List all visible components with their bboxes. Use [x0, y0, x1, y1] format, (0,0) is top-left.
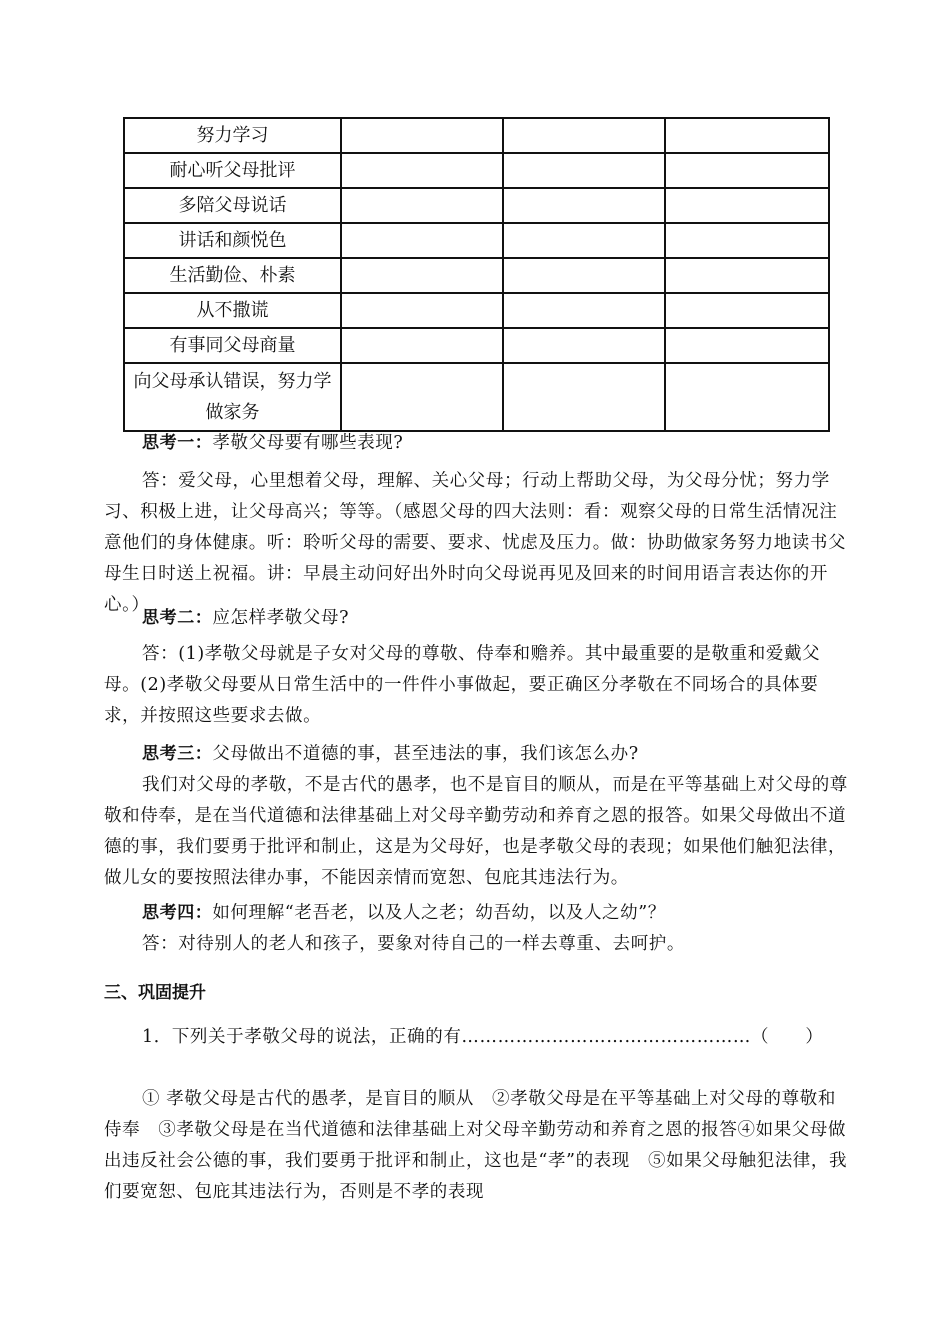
table-cell: [503, 363, 665, 431]
table-cell: [341, 363, 503, 431]
table-cell: [341, 118, 503, 153]
table-cell: [665, 293, 829, 328]
table-row: [124, 328, 829, 363]
table-cell: [341, 188, 503, 223]
row-label: 耐心听父母批评: [124, 153, 341, 188]
question-3: [104, 739, 849, 770]
table-cell: [503, 118, 665, 153]
answer-4: 答：对待别人的老人和孩子，要象对待自己的一样去尊重、去呵护。: [142, 934, 685, 954]
question-text: 应怎样孝敬父母?: [212, 608, 350, 628]
habits-table: [123, 117, 830, 432]
question-4: [104, 898, 849, 929]
question-label: 思考一：: [142, 433, 213, 453]
table-cell: [503, 258, 665, 293]
row-label: 多陪父母说话: [124, 188, 341, 223]
question-1: [104, 428, 849, 459]
table-cell: [665, 118, 829, 153]
table-row: [124, 363, 829, 431]
table-cell: [665, 328, 829, 363]
table-cell: [341, 153, 503, 188]
table-cell: [665, 363, 829, 431]
table-cell: [665, 188, 829, 223]
table-row: [124, 118, 829, 153]
table-cell: [665, 258, 829, 293]
table-row: [124, 258, 829, 293]
question-label: 思考四：: [142, 903, 213, 923]
table-row: [124, 188, 829, 223]
question-label: 思考三：: [142, 744, 213, 764]
exercise-1-stem: 1．下列关于孝敬父母的说法，正确的有…………………………………………（ ）: [142, 1027, 824, 1047]
table-cell: [341, 223, 503, 258]
table-cell: [503, 328, 665, 363]
table-cell: [341, 328, 503, 363]
table-row: [124, 293, 829, 328]
exercise-1-options: ① 孝敬父母是古代的愚孝，是盲目的顺从 ②孝敬父母是在平等基础上对父母的尊敬和侍奉 ③孝敬父母是在当代道德和法律基础上对父母辛勤劳动和养育之恩的报答④如果父母做出违反社会公德的事，我们要勇于批评和制止，这也是“孝”的表现 ⑤如果父母触犯法律，我们要宽恕、包庇其违法行为，否则是不孝的表现: [104, 1089, 848, 1202]
question-2: [104, 603, 849, 634]
question-text: 孝敬父母要有哪些表现?: [212, 433, 404, 453]
table-cell: [503, 153, 665, 188]
question-text: 如何理解“老吾老，以及人之老；幼吾幼，以及人之幼”？: [212, 903, 666, 923]
row-label: 生活勤俭、朴素: [124, 258, 341, 293]
row-label: 向父母承认错误，努力学做家务: [124, 363, 341, 431]
section-heading: 三、巩固提升: [104, 983, 206, 1003]
table-cell: [665, 153, 829, 188]
table-cell: [503, 188, 665, 223]
table-cell: [341, 258, 503, 293]
answer-1: 答：爱父母，心里想着父母，理解、关心父母；行动上帮助父母，为父母分忧；努力学习、积极上进，让父母高兴；等等。（感恩父母的四大法则：看：观察父母的日常生活情况注意他们的身体健康。听：聆听父母的需要、要求、忧虑及压力。做：协助做家务努力地读书父母生日时送上祝福。讲：早晨主动问好出外时向父母说再见及回来的时间用语言表达你的开心。）: [104, 471, 847, 615]
table-row: [124, 153, 829, 188]
row-label: 努力学习: [124, 118, 341, 153]
answer-2: 答：(1)孝敬父母就是子女对父母的尊敬、侍奉和赡养。其中最重要的是敬重和爱戴父母。(2)孝敬父母要从日常生活中的一件件小事做起，要正确区分孝敬在不同场合的具体要求，并按照这些要求去做。: [104, 644, 821, 726]
table-cell: [341, 293, 503, 328]
question-label: 思考二：: [142, 608, 213, 628]
row-label: 讲话和颜悦色: [124, 223, 341, 258]
row-label: 从不撒谎: [124, 293, 341, 328]
table-cell: [503, 293, 665, 328]
answer-3: 我们对父母的孝敬，不是古代的愚孝，也不是盲目的顺从，而是在平等基础上对父母的尊敬和侍奉，是在当代道德和法律基础上对父母辛勤劳动和养育之恩的报答。如果父母做出不道德的事，我们要勇于批评和制止，这是为父母好，也是孝敬父母的表现；如果他们触犯法律，做儿女的要按照法律办事，不能因亲情而宽恕、包庇其违法行为。: [104, 775, 848, 888]
row-label: 有事同父母商量: [124, 328, 341, 363]
table-cell: [665, 223, 829, 258]
table-cell: [503, 223, 665, 258]
table-row: [124, 223, 829, 258]
question-text: 父母做出不道德的事，甚至违法的事，我们该怎么办?: [212, 744, 639, 764]
